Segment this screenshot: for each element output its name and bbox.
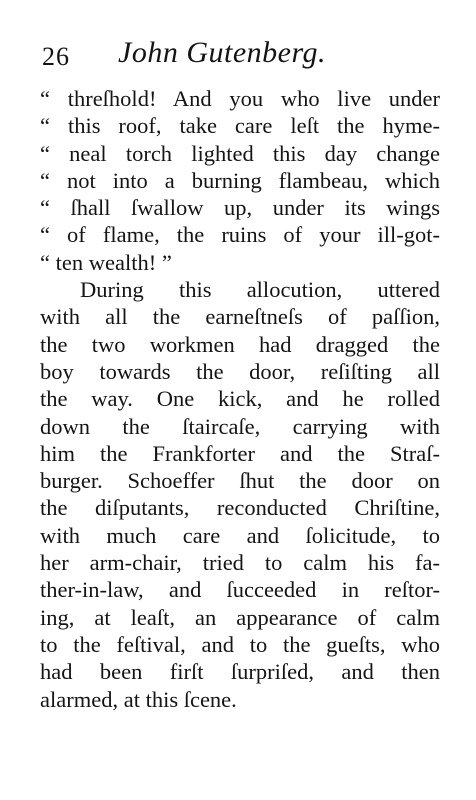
paragraph-last-line: alarmed, at this ſcene. [40,686,237,712]
text-line: “ threſhold! And you who live under [40,86,440,111]
text-line: “ ten wealth! ” [40,249,172,275]
text-line: with all the earneſtneſs of paſſion, [40,304,440,330]
text-line: him the Frankforter and the Straſ- [40,440,440,466]
page-header [42,30,442,74]
text-line: boy towards the door, reſiſting all [40,358,440,384]
text-line: down the ſtaircaſe, carrying with [40,413,440,439]
paragraph-first-line: During this allocution, uttered [80,277,440,303]
text-line: the way. One kick, and he rolled [40,386,440,412]
page-number: 26 [42,42,70,71]
text-line: with much care and ſolicitude, to [40,522,440,548]
body-text [40,85,440,713]
text-line: had been firſt ſurpriſed, and then [40,659,440,685]
text-line: ther-in-law, and ſucceeded in reſtor- [40,577,440,603]
text-line: her arm-chair, tried to calm his fa- [40,550,440,576]
running-title: John Gutenberg. [118,36,327,69]
text-line: the two workmen had dragged the [40,331,440,357]
text-line: “ of flame, the ruins of your ill-got- [40,222,440,248]
text-line: burger. Schoeffer ſhut the door on [40,468,440,494]
text-line: the diſputants, reconducted Chriſtine, [40,495,440,521]
text-line: “ not into a burning flambeau, which [40,167,440,193]
text-line: “ this roof, take care leſt the hyme- [40,113,440,139]
text-line: “ neal torch lighted this day change [40,140,440,166]
text-line: to the feſtival, and to the gueſts, who [40,631,440,657]
text-line: “ ſhall ſwallow up, under its wings [40,195,440,221]
text-line: ing, at leaſt, an appearance of calm [40,604,440,630]
